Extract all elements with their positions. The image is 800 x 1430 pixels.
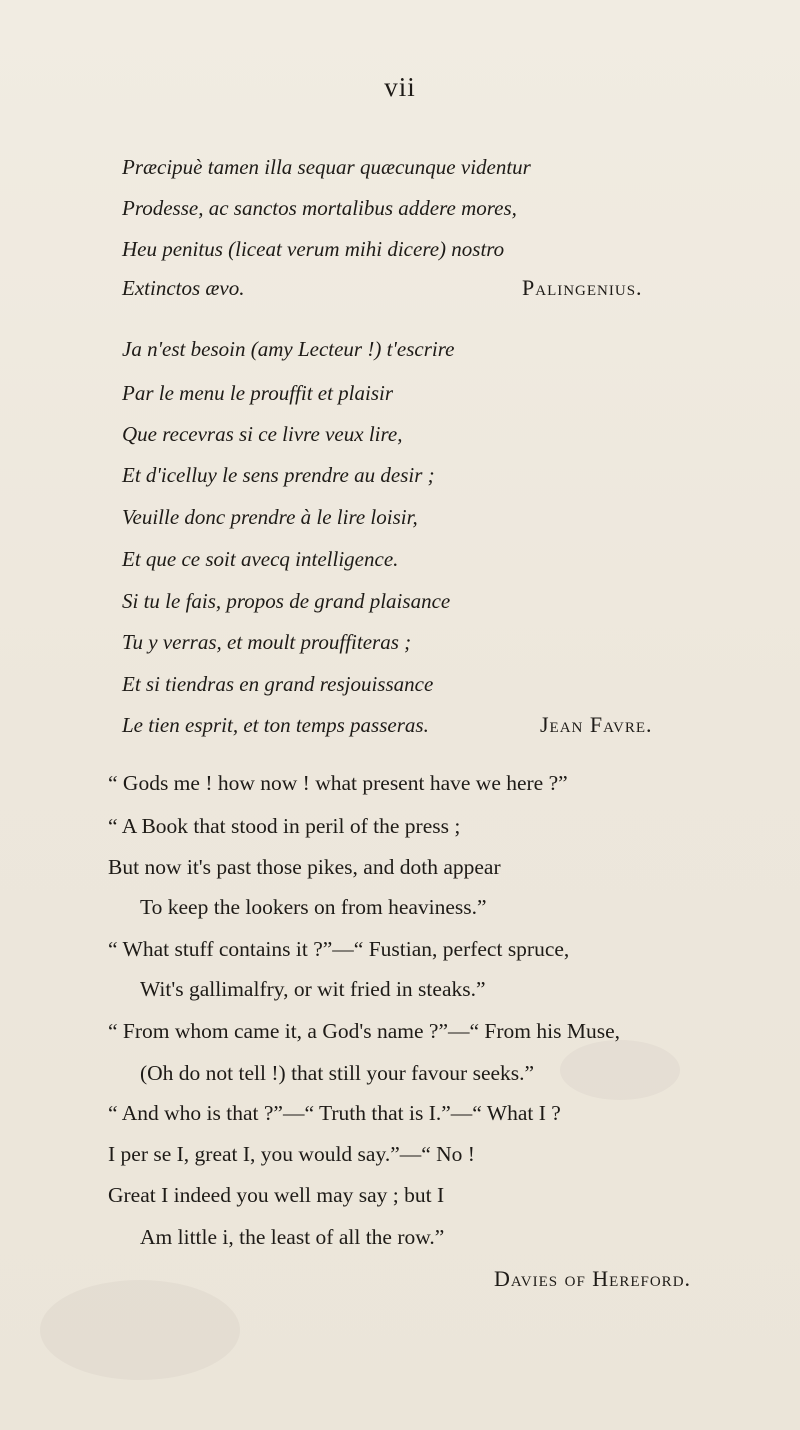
- epigraph-line: Par le menu le prouffit et plaisir: [122, 381, 394, 405]
- verse-line: I per se I, great I, you would say.”—“ No !: [108, 1142, 475, 1166]
- paper-stain: [40, 1280, 240, 1380]
- verse-line: (Oh do not tell !) that still your favour seeks.”: [140, 1061, 535, 1085]
- epigraph-line: Et si tiendras en grand resjouissance: [122, 672, 434, 696]
- epigraph-line: Et que ce soit avecq intelligence.: [122, 547, 399, 571]
- epigraph-line: Et d'icelluy le sens prendre au desir ;: [122, 463, 435, 487]
- epigraph-line: Tu y verras, et moult prouffiteras ;: [122, 630, 412, 654]
- epigraph-line: Le tien esprit, et ton temps passeras.: [122, 713, 429, 737]
- epigraph-line: Præcipuè tamen illa sequar quæcunque videntur: [122, 155, 531, 179]
- epigraph-line: Ja n'est besoin (amy Lecteur !) t'escrire: [122, 337, 455, 361]
- epigraph-attribution: Palingenius.: [522, 275, 643, 300]
- verse-line: “ A Book that stood in peril of the press ;: [108, 814, 461, 838]
- verse-line: “ What stuff contains it ?”—“ Fustian, perfect spruce,: [108, 937, 570, 961]
- verse-line: But now it's past those pikes, and doth appear: [108, 855, 501, 879]
- verse-line: “ From whom came it, a God's name ?”—“ From his Muse,: [108, 1019, 621, 1043]
- verse-attribution: Davies of Hereford.: [494, 1266, 692, 1291]
- verse-line: Great I indeed you well may say ; but I: [108, 1183, 445, 1207]
- epigraph-line: Si tu le fais, propos de grand plaisance: [122, 589, 451, 613]
- epigraph-line: Que recevras si ce livre veux lire,: [122, 422, 403, 446]
- page-number: vii: [384, 72, 416, 102]
- epigraph-line: Prodesse, ac sanctos mortalibus addere mores,: [122, 196, 517, 220]
- verse-line: “ Gods me ! how now ! what present have we here ?”: [108, 771, 568, 795]
- epigraph-line: Extinctos ævo.: [122, 276, 245, 300]
- verse-line: Wit's gallimalfry, or wit fried in steaks.”: [140, 977, 486, 1001]
- epigraph-line: Heu penitus (liceat verum mihi dicere) nostro: [122, 237, 505, 261]
- verse-line: Am little i, the least of all the row.”: [140, 1225, 445, 1249]
- epigraph-line: Veuille donc prendre à le lire loisir,: [122, 505, 418, 529]
- paper-stain: [560, 1040, 680, 1100]
- verse-line: To keep the lookers on from heaviness.”: [140, 895, 487, 919]
- epigraph-attribution: Jean Favre.: [540, 712, 653, 737]
- verse-line: “ And who is that ?”—“ Truth that is I.”—“ What I ?: [108, 1101, 561, 1125]
